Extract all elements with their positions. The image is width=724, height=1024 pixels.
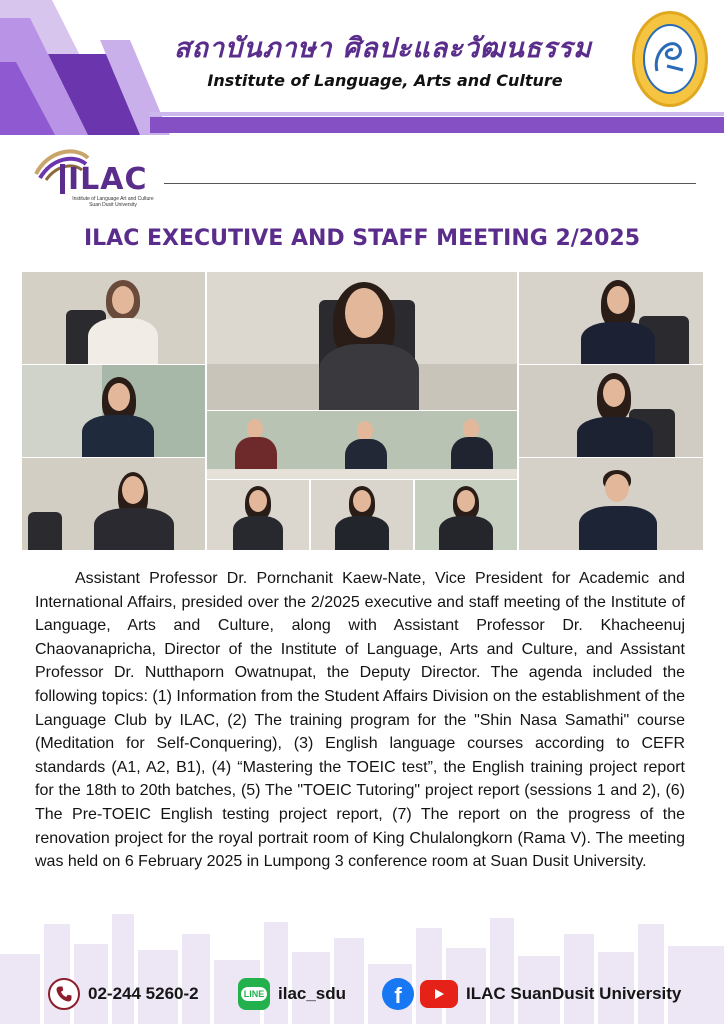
- facebook-icon: f: [382, 978, 414, 1010]
- meeting-photo: [519, 458, 703, 550]
- line-contact[interactable]: [238, 978, 346, 1010]
- meeting-photo: [519, 365, 703, 457]
- meeting-photo: [207, 480, 309, 550]
- ilac-logo-subtitle: Institute of Language Art and Culture Suan Dusit University: [72, 196, 154, 208]
- meeting-photo: [207, 272, 517, 410]
- divider-line: [164, 183, 696, 184]
- ilac-logo: [30, 144, 160, 206]
- header: [0, 0, 724, 140]
- phone-number: 02-244 5260-2: [88, 984, 199, 1003]
- meeting-photo: [311, 480, 413, 550]
- meeting-photo: [22, 365, 205, 457]
- header-decoration: [0, 0, 724, 140]
- page-title: ILAC EXECUTIVE AND STAFF MEETING 2/2025: [83, 226, 641, 251]
- youtube-icon: [420, 980, 458, 1008]
- facebook-contact[interactable]: [382, 978, 681, 1010]
- english-institute-title: Institute of Language, Arts and Culture: [207, 71, 563, 90]
- meeting-photo: [22, 272, 205, 364]
- line-app-icon: LINE: [238, 978, 270, 1010]
- meeting-photo: [415, 480, 517, 550]
- footer-contact-bar: [0, 970, 724, 1016]
- university-seal: [632, 11, 708, 107]
- thai-institute-title: สถาบันภาษา ศิลปะและวัฒนธรรม: [174, 33, 592, 64]
- meeting-photo: [22, 458, 205, 550]
- meeting-photo: [207, 411, 517, 479]
- facebook-page-name: ILAC SuanDusit University: [466, 984, 682, 1003]
- photo-collage: [22, 272, 703, 550]
- ilac-wordmark: ILAC: [68, 162, 148, 197]
- meeting-photo: [519, 272, 703, 364]
- phone-contact[interactable]: [48, 978, 199, 1010]
- article-body: Assistant Professor Dr. Pornchanit Kaew-Nate, Vice President for Academic and International Affairs, presided over the 2/2025 executive and staff meeting of the Institute of Language, Arts and Culture, along with Assistant Professor Dr. Khacheenuj Chaovanapricha, Director of the Institute of Language, Arts and Culture, and Assistant Professor Dr. Nutthaporn Owatnupat, the Deputy Director. The agenda included the following topics: (1) Information from the Student Affairs Division on the establishment of the Language Club by ILAC, (2) The training program for the "Shin Nasa Samathi" course (Meditation for Self-Conquering), (3) English language courses according to CEFR standards (A1, A2, B1), (4) “Mastering the TOEIC test”, the English training project report for the 18th to 20th batches, (5) The "TOEIC Tutoring" project report (sessions 1 and 2), (6) The Pre-TOEIC English testing project report, (7) The report on the progress of the renovation project for the royal portrait room of King Chulalongkorn (Rama V). The meeting was held on 6 February 2025 in Lumpong 3 conference room at Suan Dusit University.: [35, 570, 685, 871]
- line-id: ilac_sdu: [278, 984, 347, 1003]
- seal-emblem: [643, 24, 697, 94]
- phone-icon: [48, 978, 80, 1010]
